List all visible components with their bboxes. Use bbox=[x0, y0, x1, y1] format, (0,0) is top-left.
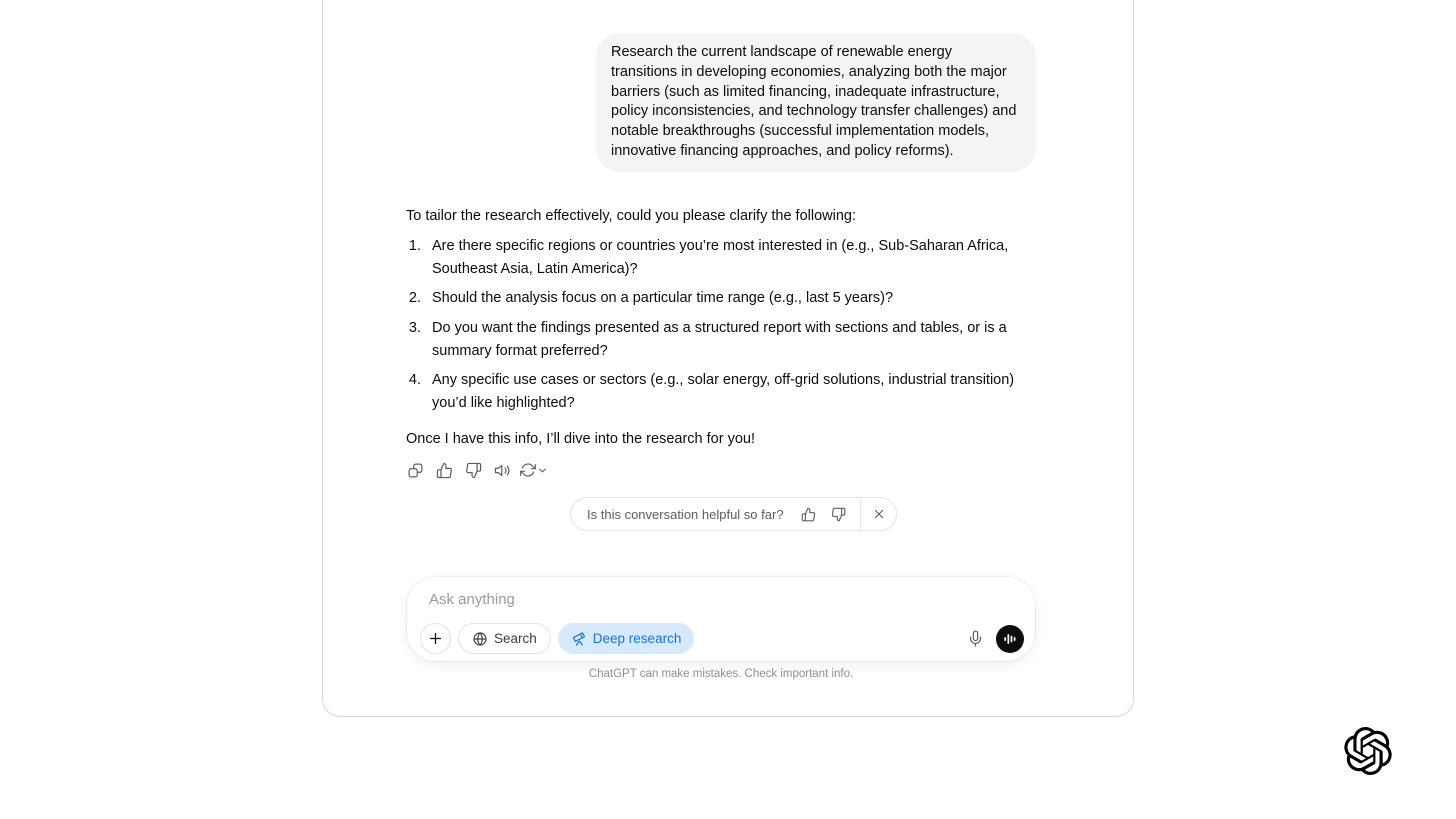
thumbs-down-icon bbox=[831, 507, 846, 522]
list-item bbox=[406, 317, 1042, 362]
chevron-down-icon bbox=[537, 465, 548, 476]
user-message-text: Research the current landscape of renewable energy transitions in developing economies, analyzing both the major barriers (such as limited financing, inadequate infrastructure, policy inconsistencies, and technology transfer challenges) and notable breakthroughs (successful implementation models, innovative financing approaches, and policy reforms). bbox=[611, 44, 1017, 159]
list-item-number: 3. bbox=[408, 320, 421, 336]
voice-waveform-icon bbox=[1002, 631, 1018, 647]
openai-logo-icon bbox=[1344, 727, 1392, 775]
list-item bbox=[406, 287, 1042, 310]
read-aloud-button[interactable] bbox=[491, 459, 513, 481]
deep-research-button[interactable] bbox=[558, 623, 695, 654]
list-item-number: 2. bbox=[408, 290, 421, 306]
feedback-thumbs-up-button[interactable] bbox=[794, 499, 824, 529]
read-aloud-icon bbox=[494, 462, 511, 479]
dictate-button[interactable] bbox=[960, 624, 990, 654]
openai-logo bbox=[1344, 727, 1392, 775]
feedback-bar bbox=[570, 497, 897, 531]
globe-icon bbox=[472, 631, 488, 647]
assistant-intro-text: To tailor the research effectively, could you please clarify the following: bbox=[406, 208, 857, 224]
message-input[interactable] bbox=[429, 590, 1013, 610]
thumbs-down-icon bbox=[465, 462, 482, 479]
list-item-text: Should the analysis focus on a particular time range (e.g., last 5 years)? bbox=[432, 290, 894, 306]
list-item-text: Any specific use cases or sectors (e.g., solar energy, off-grid solutions, industrial transition) you’d like highlighted? bbox=[432, 372, 1015, 411]
thumbs-up-icon bbox=[801, 507, 816, 522]
feedback-divider bbox=[860, 498, 861, 531]
list-item-number: 4. bbox=[408, 372, 421, 388]
list-item-text: Do you want the findings presented as a structured report with sections and tables, or is a summary format preferred? bbox=[432, 320, 1007, 359]
input-placeholder: Ask anything bbox=[429, 591, 515, 608]
list-item bbox=[406, 369, 1042, 414]
composer-right-controls bbox=[960, 624, 1024, 654]
regenerate-icon bbox=[520, 462, 536, 478]
telescope-icon bbox=[571, 631, 587, 647]
voice-mode-button[interactable] bbox=[996, 625, 1024, 653]
list-item-text: Are there specific regions or countries you’re most interested in (e.g., Sub-Saharan Africa, Southeast Asia, Latin America)? bbox=[432, 238, 1009, 277]
deep-research-button-label: Deep research bbox=[592, 631, 682, 646]
regenerate-button[interactable] bbox=[520, 459, 548, 481]
plus-icon bbox=[427, 630, 444, 647]
search-button[interactable] bbox=[458, 623, 551, 654]
microphone-icon bbox=[967, 630, 984, 647]
assistant-outro-text: Once I have this info, I’ll dive into the research for you! bbox=[406, 431, 755, 447]
copy-button[interactable] bbox=[404, 459, 426, 481]
disclaimer-text: ChatGPT can make mistakes. Check important info. bbox=[588, 668, 854, 680]
thumbs-up-icon bbox=[436, 462, 453, 479]
user-message-bubble bbox=[596, 33, 1036, 172]
feedback-thumbs-down-button[interactable] bbox=[824, 499, 854, 529]
thumbs-down-button[interactable] bbox=[462, 459, 484, 481]
close-icon bbox=[872, 507, 886, 521]
message-actions-toolbar bbox=[404, 459, 548, 481]
composer-toolbar bbox=[407, 623, 1035, 654]
feedback-close-button[interactable] bbox=[863, 498, 896, 531]
attach-button[interactable] bbox=[420, 623, 451, 654]
thumbs-up-button[interactable] bbox=[433, 459, 455, 481]
search-button-label: Search bbox=[494, 631, 537, 646]
copy-icon bbox=[407, 462, 424, 479]
composer bbox=[407, 577, 1035, 661]
feedback-question: Is this conversation helpful so far? bbox=[587, 506, 784, 522]
list-item-number: 1. bbox=[408, 238, 421, 254]
list-item bbox=[406, 235, 1042, 280]
